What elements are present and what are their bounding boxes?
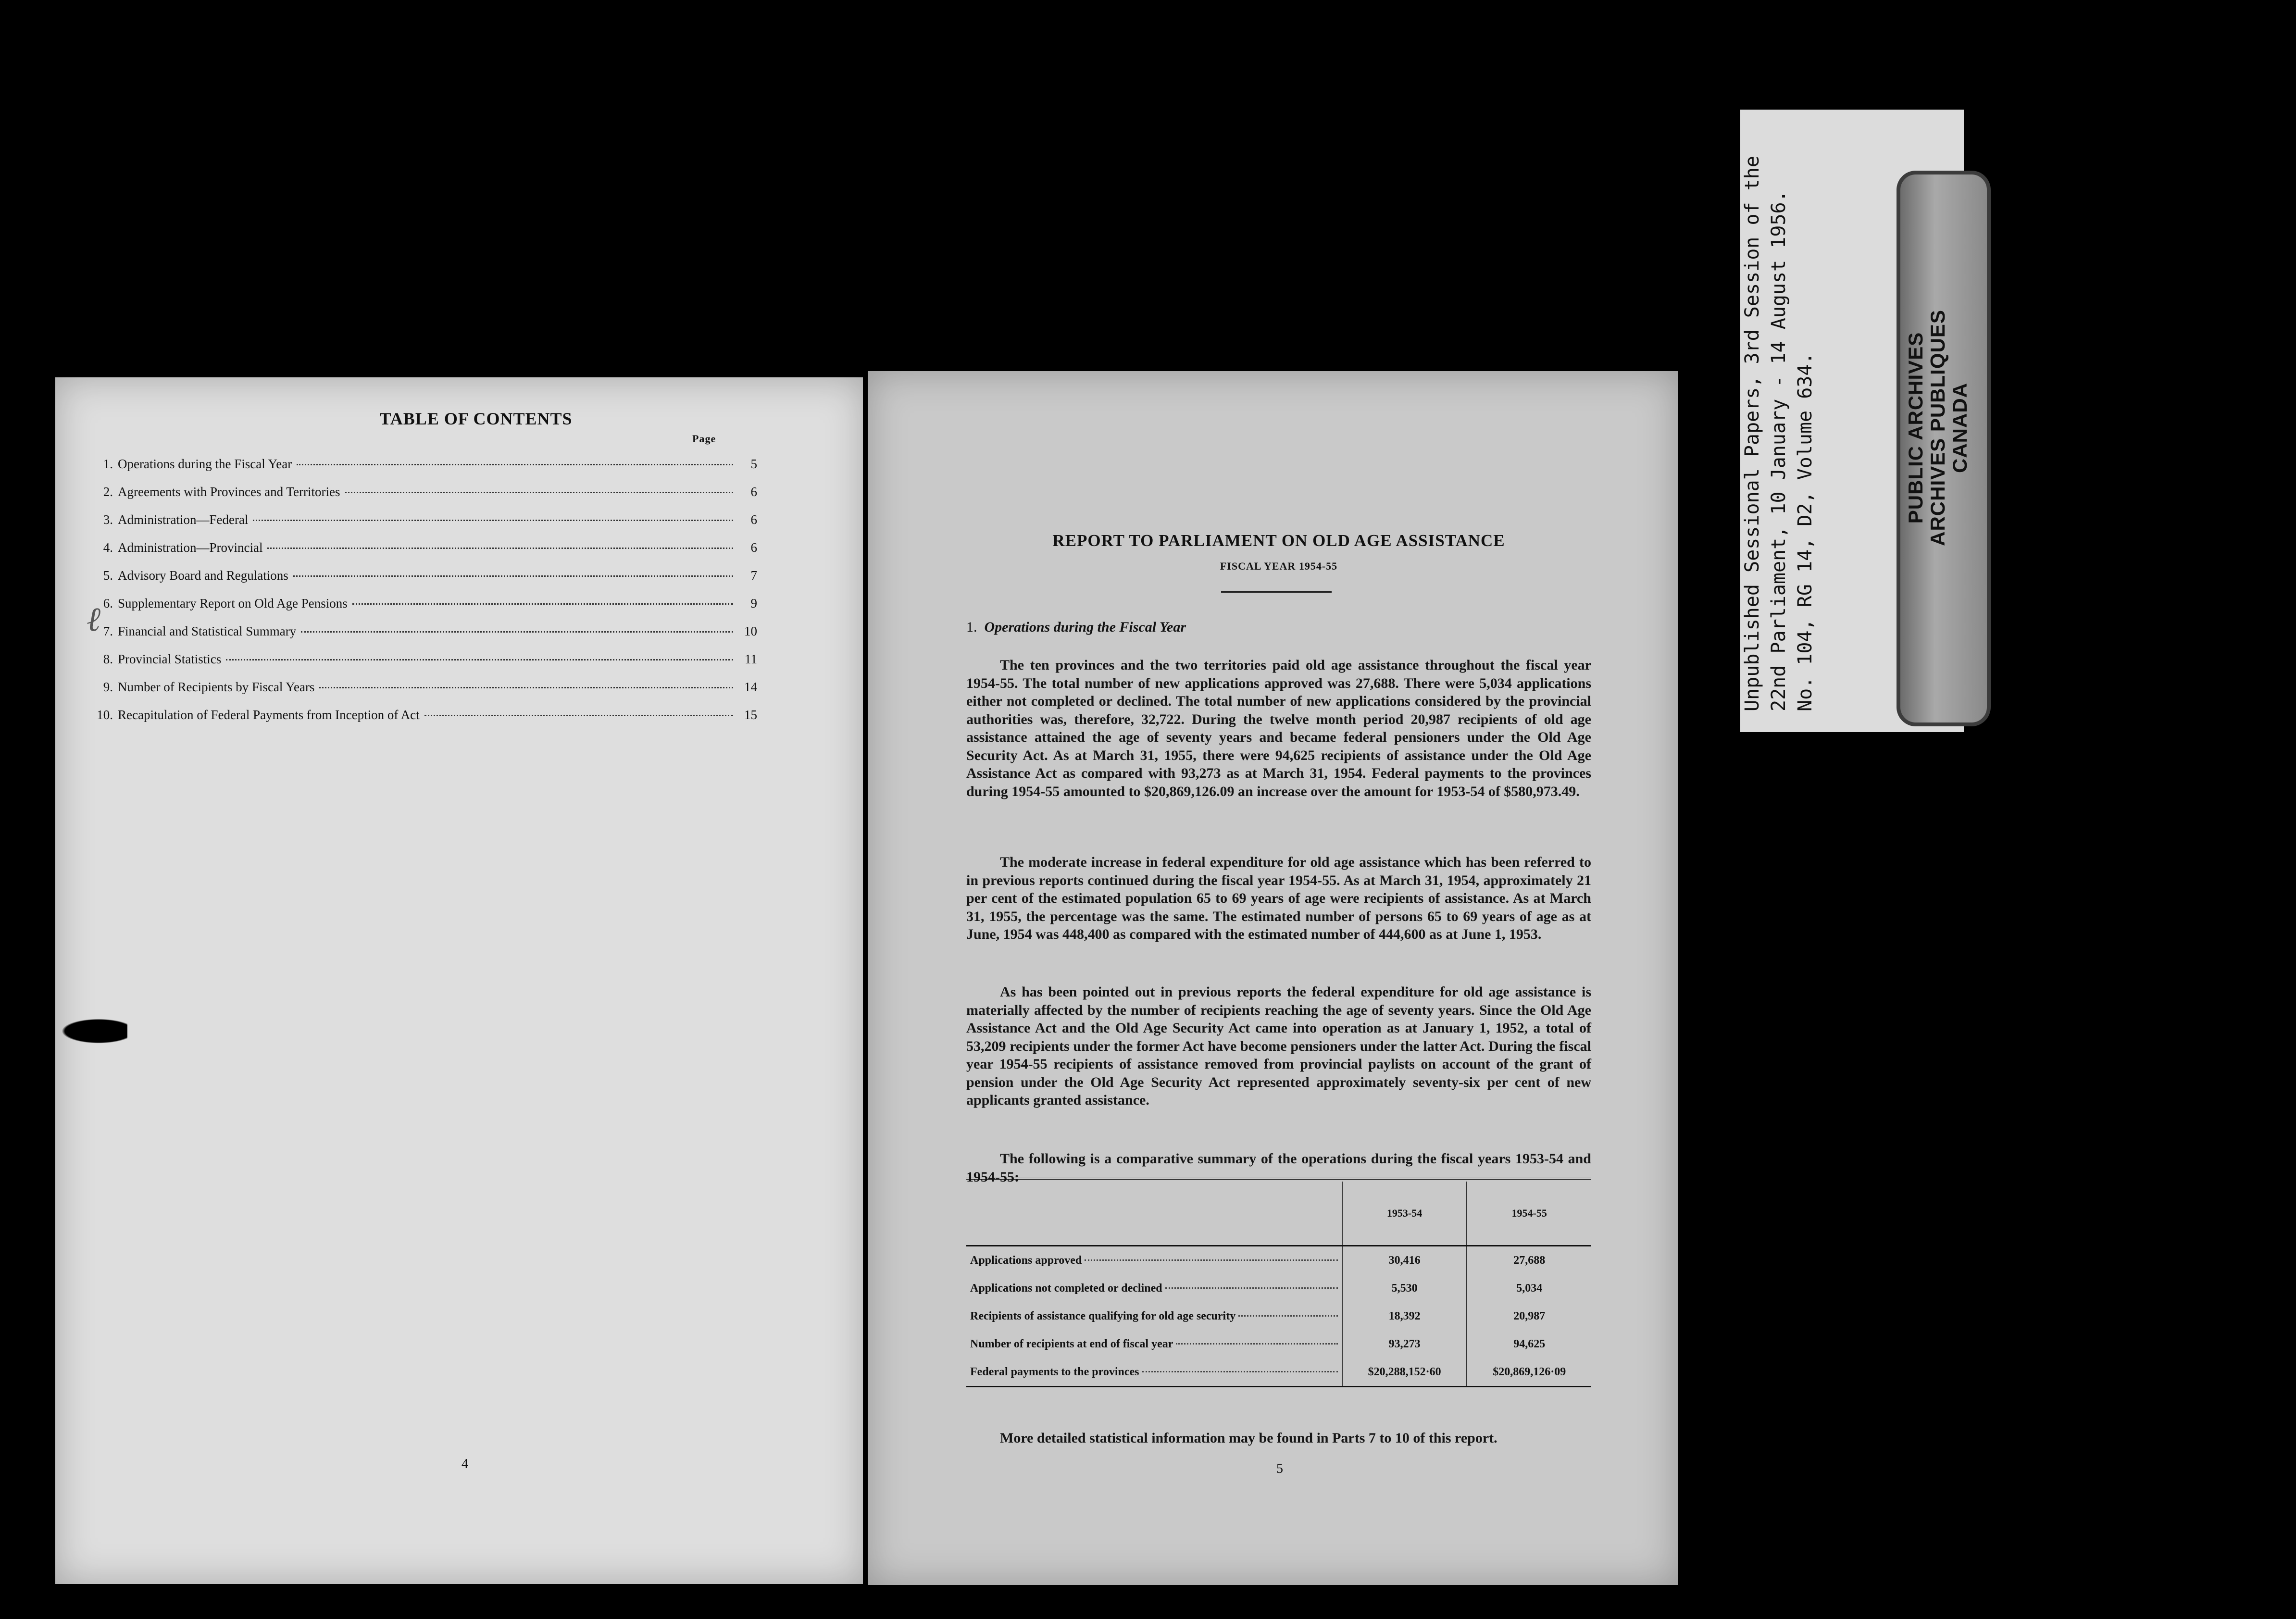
- toc-item-label: Advisory Board and Regulations: [118, 568, 288, 583]
- section-heading: [966, 619, 1186, 635]
- toc-item-page: 9: [750, 596, 757, 610]
- paragraph: More detailed statistical information may be found in Parts 7 to 10 of this report.: [1000, 1430, 1497, 1446]
- toc-item-number: 10.: [97, 708, 113, 722]
- table-row: [966, 1330, 1591, 1358]
- value-1954-55: 27,688: [1467, 1246, 1591, 1275]
- column-header: 1954-55: [1467, 1182, 1591, 1246]
- value-1954-55: 20,987: [1467, 1302, 1591, 1330]
- value-1953-54: $20,288,152·60: [1342, 1358, 1467, 1387]
- section-title: Operations during the Fiscal Year: [984, 619, 1186, 635]
- toc-item-number: 6.: [103, 596, 113, 610]
- toc-item-page: 15: [744, 708, 757, 722]
- toc-item-label: Supplementary Report on Old Age Pensions: [118, 596, 348, 610]
- toc-leader: [226, 659, 733, 660]
- toc-leader: [253, 520, 733, 521]
- value-1953-54: 93,273: [1342, 1330, 1467, 1358]
- paragraph: The moderate increase in federal expenditure for old age assistance which has been referred to in previous reports continued during the fiscal year 1954-55. As at March 31, 1954, approximately 21 per cent of the estimated population 65 to 69 years of age were recipients of assistance. As at March 31, 1955, the percentage was the same. The estimated number of persons 65 to 69 years of age as at June, 1954 was 448,400 as compared with the estimated number of 444,600 as at June 1, 1953.: [966, 854, 1591, 942]
- toc-title: TABLE OF CONTENTS: [379, 409, 573, 428]
- toc-item-number: 4.: [103, 540, 113, 555]
- row-leader: [1165, 1287, 1338, 1289]
- column-header: 1953-54: [1342, 1182, 1467, 1246]
- row-label: Number of recipients at end of fiscal year: [970, 1337, 1173, 1350]
- table-row: [966, 1358, 1591, 1387]
- toc-item: [89, 568, 757, 596]
- toc-item-page: 7: [750, 568, 757, 583]
- toc-item-label: Provincial Statistics: [118, 652, 222, 666]
- toc-item-page: 11: [745, 652, 757, 666]
- row-leader: [1142, 1371, 1338, 1372]
- value-1954-55: 5,034: [1467, 1274, 1591, 1302]
- row-label-cell: [966, 1302, 1342, 1330]
- row-label: Federal payments to the provinces: [970, 1365, 1139, 1378]
- table-header-row: [966, 1182, 1591, 1246]
- archive-stamp-label: PUBLIC ARCHIVES ARCHIVES PUBLIQUES CANADA: [1904, 310, 1971, 546]
- value-1954-55: $20,869,126·09: [1467, 1358, 1591, 1387]
- paragraph: The following is a comparative summary of the operations during the fiscal years 1953-54 and 1954-55:: [966, 1151, 1591, 1185]
- row-label: Recipients of assistance qualifying for old age security: [970, 1309, 1236, 1322]
- page-tab-shadow: [55, 1017, 127, 1046]
- toc-item-page: 6: [750, 512, 757, 527]
- row-label-cell: [966, 1358, 1342, 1387]
- report-subtitle: FISCAL YEAR 1954-55: [1220, 560, 1338, 572]
- right-page-number: 5: [1276, 1461, 1283, 1476]
- archive-caption: Unpublished Sessional Papers, 3rd Session of the 22nd Parliament, 10 January - 14 August 1956. No. 104, RG 14, D2, Volume 634.: [1741, 156, 1816, 711]
- toc-item-number: 8.: [103, 652, 113, 666]
- toc-item: [89, 540, 757, 568]
- toc-item: [89, 485, 757, 512]
- table-row: [966, 1246, 1591, 1275]
- row-leader: [1176, 1343, 1337, 1345]
- toc-item-label: Agreements with Provinces and Territories: [118, 485, 340, 499]
- toc-item: [89, 624, 757, 652]
- summary-table: [966, 1178, 1591, 1397]
- toc-item-number: 9.: [103, 680, 113, 694]
- toc-leader: [345, 492, 734, 493]
- toc-item-label: Operations during the Fiscal Year: [118, 457, 292, 471]
- toc-leader: [297, 464, 733, 465]
- toc-leader: [424, 715, 733, 716]
- toc-item-label: Administration—Federal: [118, 512, 249, 527]
- row-leader: [1085, 1259, 1338, 1261]
- pen-mark: ℓ: [87, 601, 101, 638]
- row-label-cell: [966, 1330, 1342, 1358]
- toc-item: [89, 512, 757, 540]
- toc-item-label: Financial and Statistical Summary: [118, 624, 297, 638]
- toc-list: [89, 457, 757, 735]
- value-1953-54: 18,392: [1342, 1302, 1467, 1330]
- value-1953-54: 5,530: [1342, 1274, 1467, 1302]
- report-title: REPORT TO PARLIAMENT ON OLD AGE ASSISTANCE: [1052, 531, 1505, 550]
- toc-item-page: 6: [750, 540, 757, 555]
- left-page-number: 4: [462, 1457, 468, 1471]
- toc-item: [89, 457, 757, 485]
- toc-item-number: 2.: [103, 485, 113, 499]
- toc-item-label: Administration—Provincial: [118, 540, 263, 555]
- toc-leader: [301, 631, 733, 633]
- toc-item-page: 14: [744, 680, 757, 694]
- toc-leader: [293, 575, 733, 577]
- value-1953-54: 30,416: [1342, 1246, 1467, 1275]
- value-1954-55: 94,625: [1467, 1330, 1591, 1358]
- toc-item-page: 6: [750, 485, 757, 499]
- toc-page-header: Page: [692, 433, 716, 445]
- toc-item-label: Recapitulation of Federal Payments from Inception of Act: [118, 708, 420, 722]
- paragraph: As has been pointed out in previous reports the federal expenditure for old age assistance is materially affected by the number of recipients reaching the age of seventy years. Since the Old Age Assistance Act and the Old Age Security Act came into operation as at January 1, 1952, a total of 53,209 recipients under the former Act have become pensioners under the latter Act. During the fiscal year 1954-55 recipients of assistance removed from provincial paylists on account of the grant of pension under the Old Age Security Act represented approximately seventy-six per cent of new applicants granted assistance.: [966, 984, 1591, 1108]
- toc-item: [89, 596, 757, 624]
- toc-item-page: 10: [744, 624, 757, 638]
- row-label: Applications approved: [970, 1254, 1082, 1267]
- toc-item: [89, 680, 757, 708]
- toc-item: [89, 708, 757, 735]
- table-rule: [966, 1387, 1591, 1397]
- title-rule: [1221, 591, 1332, 593]
- toc-item-number: 7.: [103, 624, 113, 638]
- row-label-cell: [966, 1246, 1342, 1275]
- row-label-cell: [966, 1274, 1342, 1302]
- toc-item: [89, 652, 757, 680]
- paragraph: The ten provinces and the two territories paid old age assistance throughout the fiscal year 1954-55. The total number of new applications approved was 27,688. There were 5,034 applications either not completed or declined. The total number of new applications considered by the provincial authorities was, therefore, 32,722. During the twelve month period 20,987 recipients of old age assistance attained the age of seventy years and became federal pensioners under the Old Age Security Act. As at March 31, 1955, there were 94,625 recipients of assistance under the Old Age Assistance Act as compared with 93,273 as at March 31, 1954. Federal payments to the provinces during 1954-55 amounted to $20,869,126.09 an increase over the amount for 1953-54 of $580,973.49.: [966, 657, 1591, 799]
- toc-item-label: Number of Recipients by Fiscal Years: [118, 680, 315, 694]
- toc-item-number: 3.: [103, 512, 113, 527]
- section-number: 1.: [966, 619, 977, 635]
- toc-item-number: 5.: [103, 568, 113, 583]
- right-page: [868, 371, 1678, 1585]
- row-leader: [1238, 1315, 1338, 1317]
- toc-item-number: 1.: [103, 457, 113, 471]
- table-row: [966, 1302, 1591, 1330]
- row-label: Applications not completed or declined: [970, 1282, 1162, 1295]
- table-header-blank: [966, 1182, 1342, 1246]
- toc-leader: [319, 687, 733, 688]
- toc-leader: [267, 548, 733, 549]
- table-row: [966, 1274, 1591, 1302]
- toc-item-page: 5: [750, 457, 757, 471]
- toc-leader: [352, 603, 733, 605]
